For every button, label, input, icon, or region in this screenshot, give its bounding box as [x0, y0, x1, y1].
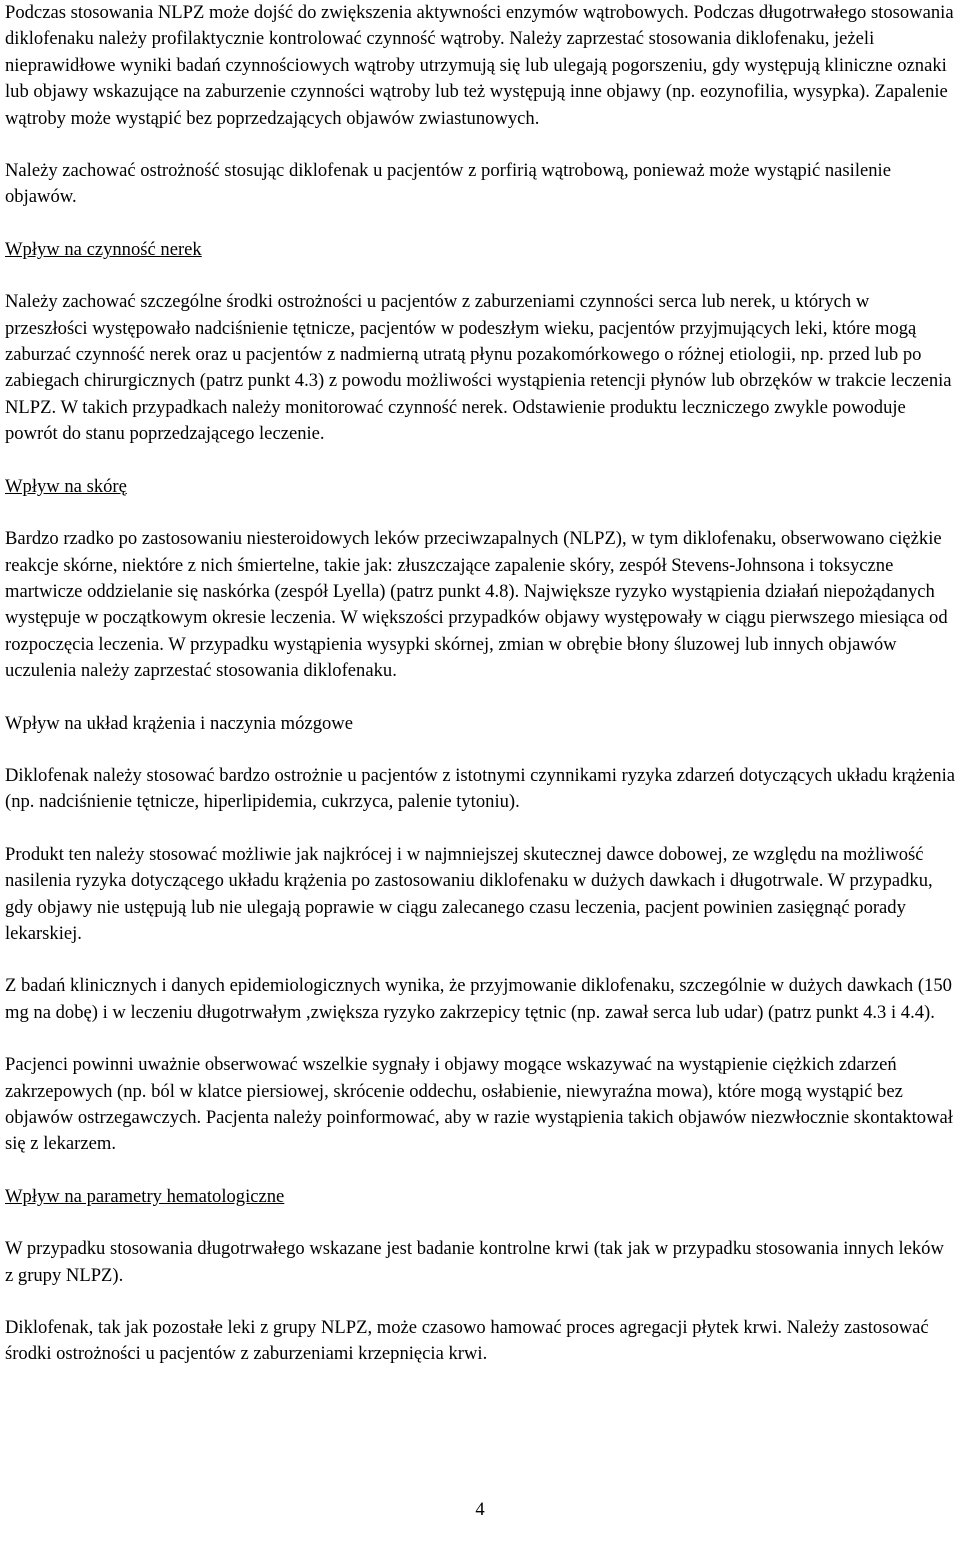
paragraph-cardiovascular-risk-factors: Diklofenak należy stosować bardzo ostrożnie u pacjentów z istotnymi czynnikami ryzyka zdarzeń dotyczących układu krążenia (np. nadciśnienie tętnicze, hiperlipidemia, cukrzyca, palenie tytoniu). — [5, 764, 955, 813]
heading-circulatory-system: Wpływ na układ krążenia i naczynia mózgowe — [5, 712, 353, 734]
page-number: 4 — [475, 1499, 485, 1520]
paragraph-porphyria: Należy zachować ostrożność stosując diklofenak u pacjentów z porfirią wątrobową, ponieważ może wystąpić nasilenie objawów. — [5, 160, 891, 208]
heading-hematology: Wpływ na parametry hematologiczne — [5, 1185, 285, 1207]
paragraph-liver-enzymes: Podczas stosowania NLPZ może dojść do zwiększenia aktywności enzymów wątrobowych. Podczas długotrwałego stosowania diklofenaku należy profilaktycznie kontrolować czynność wątroby. Należy zaprzestać stosowania diklofenaku, jeżeli nieprawidłowe wyniki badań czynnościowych wątroby utrzymują się lub ulegają pogorszeniu, gdy występują kliniczne oznaki lub objawy wskazujące na zaburzenie czynności wątroby lub też występują inne objawy (np. eozynofilia, wysypka). Zapalenie wątroby może wystąpić bez poprzedzających objawów zwiastunowych. — [5, 2, 954, 129]
heading-kidney-function: Wpływ na czynność nerek — [5, 238, 202, 260]
heading-skin: Wpływ na skórę — [5, 475, 127, 497]
paragraph-dosage-duration: Produkt ten należy stosować możliwie jak najkrócej i w najmniejszej skutecznej dawce dobowej, ze względu na możliwość nasilenia ryzyka dotyczącego układu krążenia po zastosowaniu diklofenaku w dużych dawkach i długotrwale. W przypadku, gdy objawy nie ustępują lub nie ulegają poprawie w ciągu zalecanego czasu leczenia, pacjent powinien zasięgnąć porady lekarskiej. — [5, 843, 933, 944]
paragraph-blood-tests: W przypadku stosowania długotrwałego wskazane jest badanie kontrolne krwi (tak jak w przypadku stosowania innych leków z grupy NLPZ). — [5, 1238, 944, 1286]
paragraph-skin-reactions: Bardzo rzadko po zastosowaniu niesteroidowych leków przeciwzapalnych (NLPZ), w tym diklofenaku, obserwowano ciężkie reakcje skórne, niektóre z nich śmiertelne, takie jak: złuszczające zapalenie skóry, zespół Stevens-Johnsona i toksyczne martwicze oddzielanie się naskórka (zespół Lyella) (patrz punkt 4.8). Największe ryzyko wystąpienia działań niepożądanych występuje w początkowym okresie leczenia. W większości przypadków objawy występowały w ciągu pierwszego miesiąca od rozpoczęcia leczenia. W przypadku wystąpienia wysypki skórnej, zmian w obrębie błony śluzowej lub innych objawów uczulenia należy zaprzestać stosowania diklofenaku. — [5, 528, 948, 682]
document-body — [5, 0, 955, 1394]
paragraph-platelet-aggregation: Diklofenak, tak jak pozostałe leki z grupy NLPZ, może czasowo hamować proces agregacji płytek krwi. Należy zastosować środki ostrożności u pacjentów z zaburzeniami krzepnięcia krwi. — [5, 1317, 929, 1365]
paragraph-thrombotic-events: Pacjenci powinni uważnie obserwować wszelkie sygnały i objawy mogące wskazywać na wystąpienie ciężkich zdarzeń zakrzepowych (np. ból w klatce piersiowej, skrócenie oddechu, osłabienie, niewyraźna mowa), które mogą wystąpić bez objawów ostrzegawczych. Pacjenta należy poinformować, aby w razie wystąpienia takich objawów niezwłocznie skontaktował się z lekarzem. — [5, 1054, 953, 1155]
paragraph-kidney-function: Należy zachować szczególne środki ostrożności u pacjentów z zaburzeniami czynności serca lub nerek, u których w przeszłości występowało nadciśnienie tętnicze, pacjentów w podeszłym wieku, pacjentów przyjmujących leki, które mogą zaburzać czynność nerek oraz u pacjentów z nadmierną utratą płynu pozakomórkowego o różnej etiologii, np. przed lub po zabiegach chirurgicznych (patrz punkt 4.3) z powodu możliwości wystąpienia retencji płynów lub obrzęków w trakcie leczenia NLPZ. W takich przypadkach należy monitorować czynność nerek. Odstawienie produktu leczniczego zwykle powoduje powrót do stanu poprzedzającego leczenie. — [5, 291, 952, 445]
paragraph-clinical-studies: Z badań klinicznych i danych epidemiologicznych wynika, że przyjmowanie diklofenaku, szczególnie w dużych dawkach (150 mg na dobę) i w leczeniu długotrwałym ,zwiększa ryzyko zakrzepicy tętnic (np. zawał serca lub udar) (patrz punkt 4.3 i 4.4). — [5, 975, 952, 1023]
